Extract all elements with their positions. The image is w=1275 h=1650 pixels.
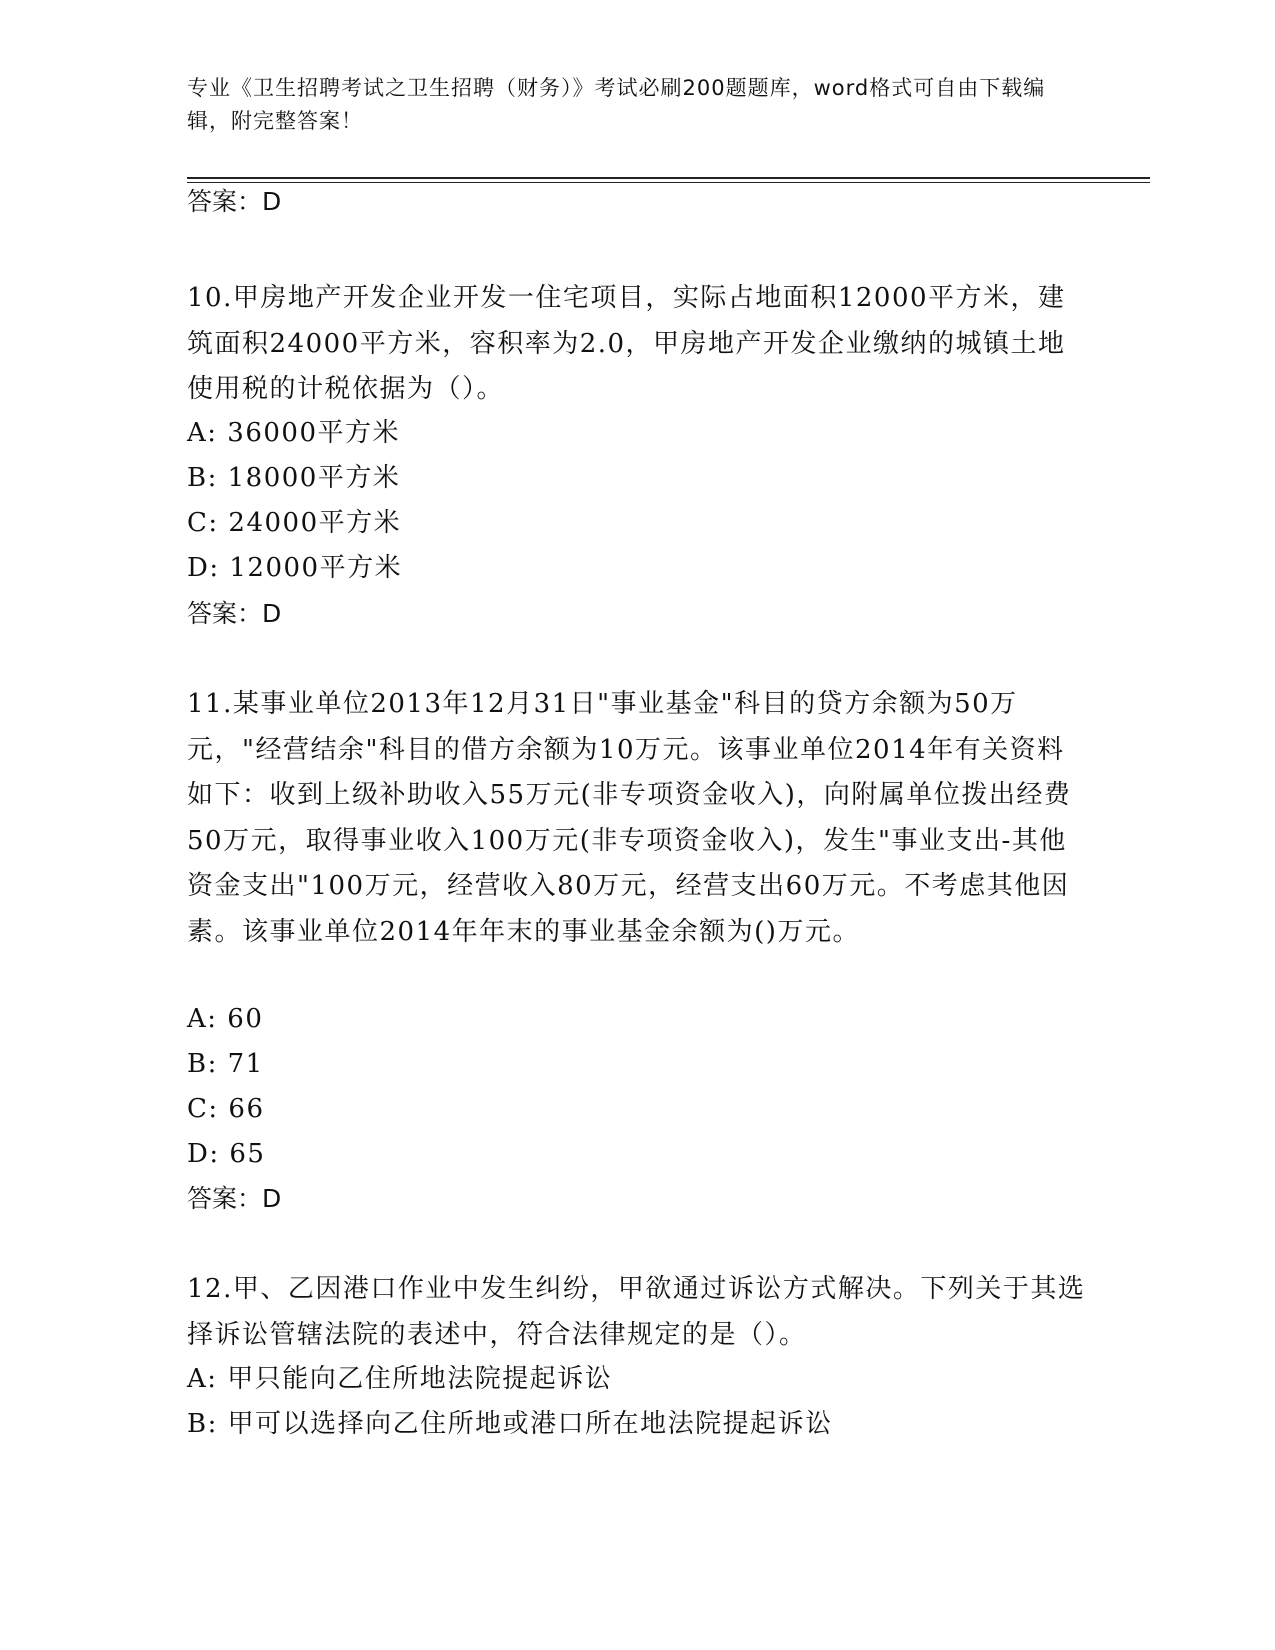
question-12-option-b: B: 甲可以选择向乙住所地或港口所在地法院提起诉讼 <box>187 1409 833 1439</box>
question-12-option-a: A: 甲只能向乙住所地法院提起诉讼 <box>187 1364 613 1394</box>
question-10-text: 10.甲房地产开发企业开发一住宅项目，实际占地面积12000平方米，建筑面积24000平方米，容积率为2.0，甲房地产开发企业缴纳的城镇土地使用税的计税依据为（）。 <box>187 283 1066 404</box>
answer-q10: 答案：D <box>187 599 282 628</box>
question-12-text: 12.甲、乙因港口作业中发生纠纷，甲欲通过诉讼方式解决。下列关于其选择诉讼管辖法院的表述中，符合法律规定的是（）。 <box>187 1274 1086 1350</box>
question-10-option-b: B: 18000平方米 <box>187 463 401 493</box>
question-11-option-a: A: 60 <box>187 1004 264 1034</box>
question-11-text: 11.某事业单位2013年12月31日"事业基金"科目的贷方余额为50万元，"经营结余"科目的借方余额为10万元。该事业单位2014年有关资料如下：收到上级补助收入55万元(非专项资金收入)，向附属单位拨出经费50万元，取得事业收入100万元(非专项资金收入)，发生"事业支出-其他资金支出"100万元，经营收入80万元，经营支出60万元。不考虑其他因素。该事业单位2014年年末的事业基金余额为()万元。 <box>187 689 1072 947</box>
header-divider-thick <box>187 177 1150 179</box>
question-11-option-b: B: 71 <box>187 1049 264 1079</box>
question-10-option-c: C: 24000平方米 <box>187 508 402 538</box>
question-11-option-d: D: 65 <box>187 1139 266 1169</box>
header-divider-thin <box>187 182 1150 183</box>
page-header: 专业《卫生招聘考试之卫生招聘（财务）》考试必刷200题题库，word格式可自由下载编辑，附完整答案！ <box>187 76 1046 133</box>
question-10-option-d: D: 12000平方米 <box>187 553 403 583</box>
answer-q9: 答案：D <box>187 187 282 216</box>
question-10-option-a: A: 36000平方米 <box>187 418 401 448</box>
answer-q11: 答案：D <box>187 1184 282 1213</box>
question-11-option-c: C: 66 <box>187 1094 265 1124</box>
